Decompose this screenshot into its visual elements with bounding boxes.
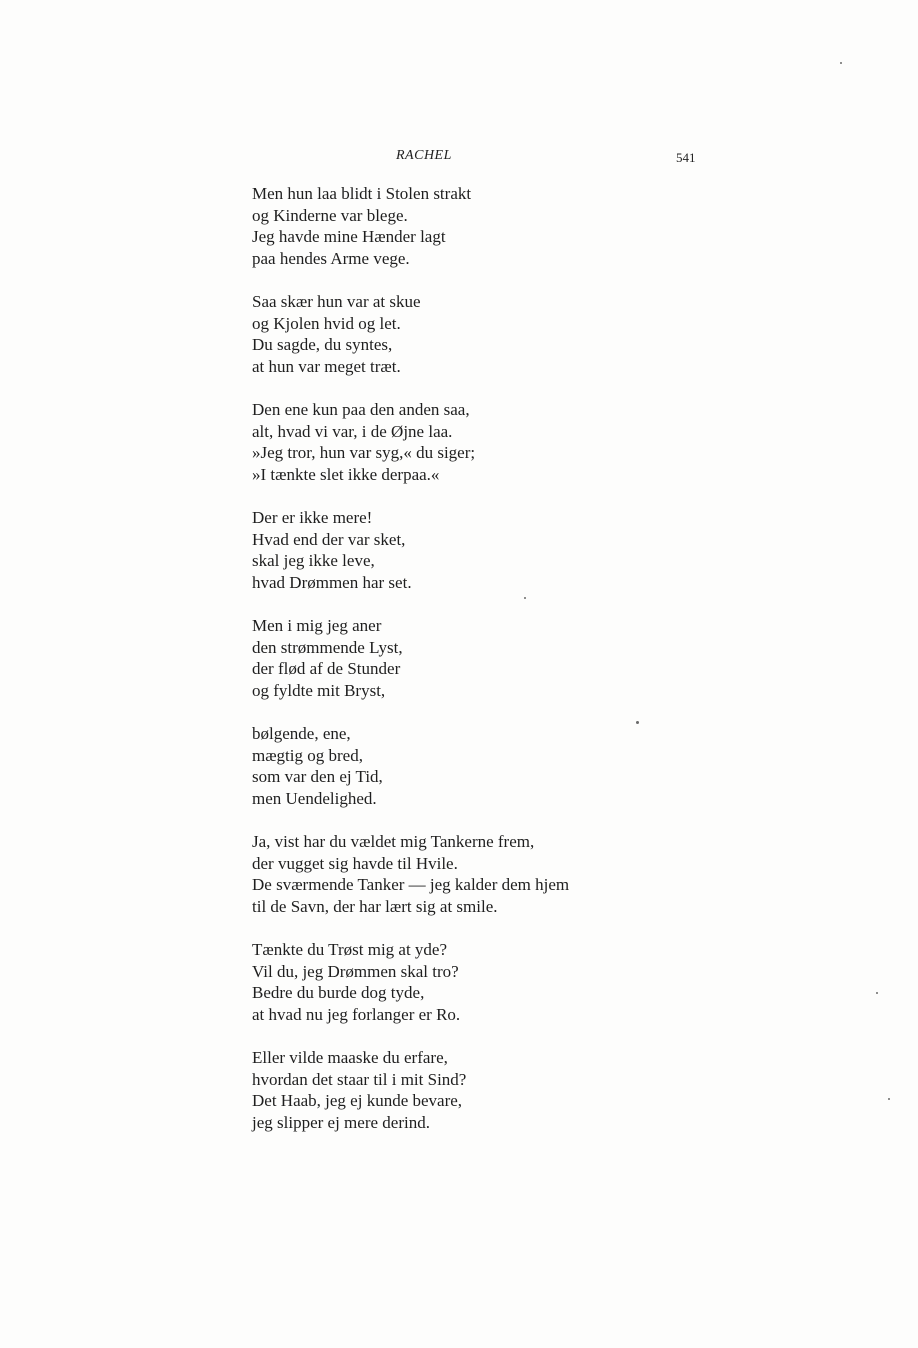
stanza <box>252 615 672 701</box>
poem-line: paa hendes Arme vege. <box>252 248 410 268</box>
poem-line: Det Haab, jeg ej kunde bevare, <box>252 1091 463 1110</box>
poem-line: og Kjolen hvid og let. <box>252 313 401 333</box>
poem-line: De sværmende Tanker — jeg kalder dem hjem <box>252 875 570 894</box>
poem-line: alt, hvad vi var, i de Øjne laa. <box>252 421 453 441</box>
poem-line: til de Savn, der har lært sig at smile. <box>252 896 498 916</box>
poem-line: mægtig og bred, <box>252 745 363 765</box>
poem-line: og fyldte mit Bryst, <box>252 680 386 700</box>
poem-line: Jeg havde mine Hænder lagt <box>252 227 446 246</box>
poem-line: Hvad end der var sket, <box>252 529 406 549</box>
poem-line: at hvad nu jeg forlanger er Ro. <box>252 1004 461 1024</box>
poem-line: Saa skær hun var at skue <box>252 292 421 311</box>
poem-line: »Jeg tror, hun var syg,« du siger; <box>252 443 476 462</box>
page-number: 541 <box>676 150 696 165</box>
poem-line: Tænkte du Trøst mig at yde? <box>252 940 448 959</box>
poem-line: og Kinderne var blege. <box>252 205 408 225</box>
scan-speck <box>876 992 878 994</box>
poem-line: hvordan det staar til i mit Sind? <box>252 1069 467 1089</box>
poem-line: der flød af de Stunder <box>252 659 401 678</box>
running-title: RACHEL <box>396 148 452 163</box>
stanza <box>252 1047 672 1133</box>
poem-line: der vugget sig havde til Hvile. <box>252 853 458 873</box>
poem-line: Der er ikke mere! <box>252 508 373 527</box>
scan-speck <box>524 597 526 599</box>
poem-line: Vil du, jeg Drømmen skal tro? <box>252 961 459 981</box>
poem-line: Men hun laa blidt i Stolen strakt <box>252 184 472 203</box>
poem-line: Ja, vist har du vældet mig Tankerne frem, <box>252 832 535 851</box>
poem-line: skal jeg ikke leve, <box>252 551 375 570</box>
stanza <box>252 183 672 269</box>
scan-speck <box>636 721 639 724</box>
poem-line: Eller vilde maaske du erfare, <box>252 1048 448 1067</box>
poem-line: men Uendelighed. <box>252 788 377 808</box>
stanza <box>252 831 672 917</box>
poem-body <box>252 183 672 1155</box>
poem-line: Den ene kun paa den anden saa, <box>252 400 470 419</box>
poem-line: jeg slipper ej mere derind. <box>252 1112 430 1132</box>
poem-line: »I tænkte slet ikke derpaa.« <box>252 464 440 484</box>
scan-speck <box>840 62 842 64</box>
stanza <box>252 399 672 485</box>
poem-line: Bedre du burde dog tyde, <box>252 983 425 1002</box>
poem-line: Men i mig jeg aner <box>252 616 382 635</box>
stanza <box>252 723 672 809</box>
poem-line: hvad Drømmen har set. <box>252 572 412 592</box>
poem-line: at hun var meget træt. <box>252 356 401 376</box>
poem-line: som var den ej Tid, <box>252 767 383 786</box>
poem-line: Du sagde, du syntes, <box>252 335 393 354</box>
stanza <box>252 291 672 377</box>
stanza <box>252 939 672 1025</box>
scan-speck <box>888 1098 890 1100</box>
poem-line: bølgende, ene, <box>252 724 351 743</box>
stanza <box>252 507 672 593</box>
poem-line: den strømmende Lyst, <box>252 637 403 657</box>
